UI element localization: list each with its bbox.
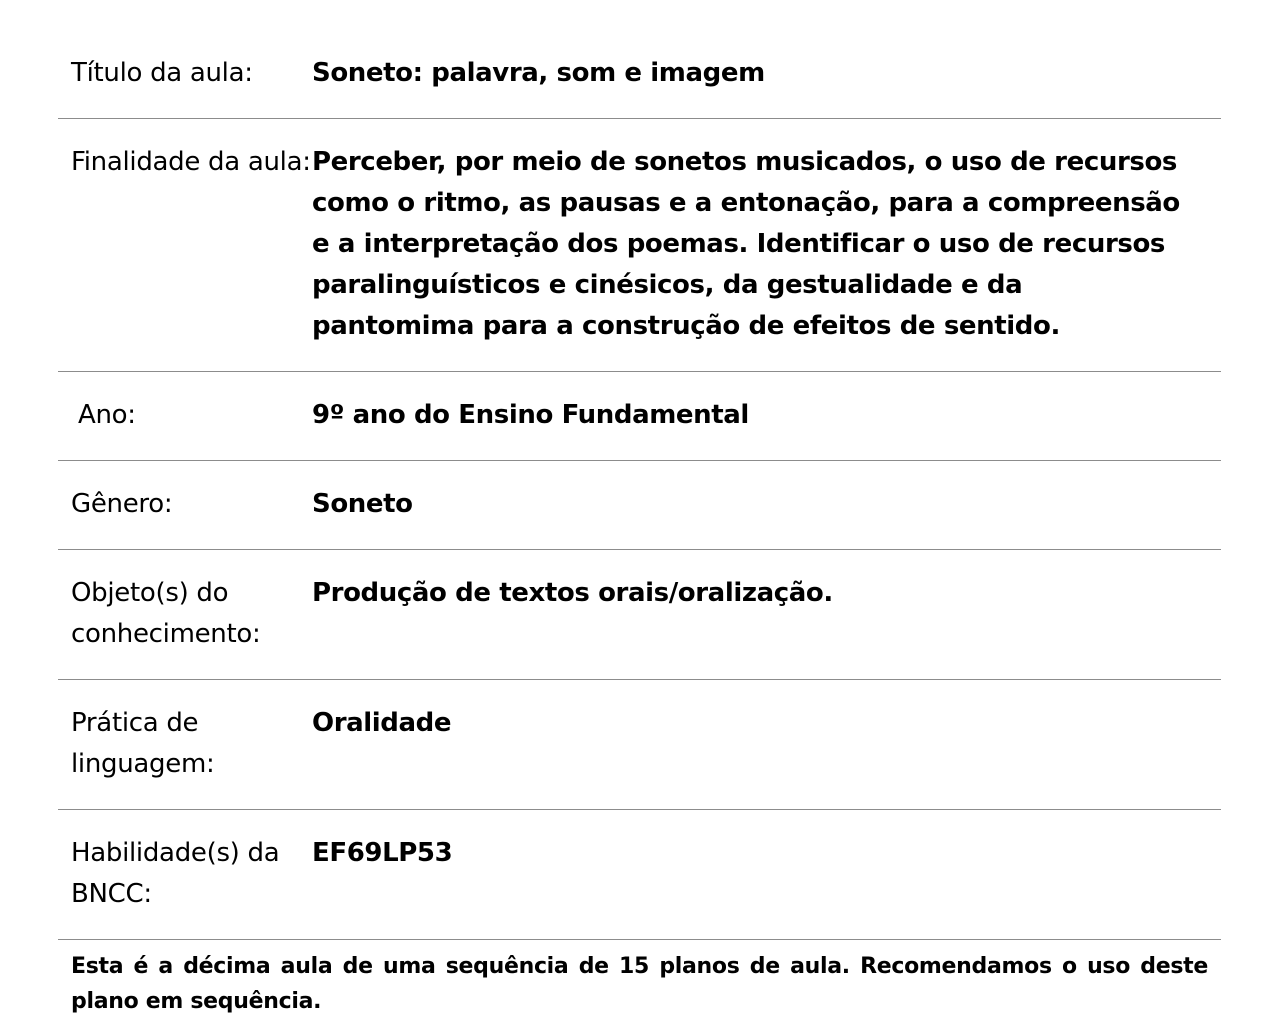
bncc-skill-label: Habilidade(s) da BNCC: [71,838,280,909]
purpose-value: Perceber, por meio de sonetos musicados, o uso de recursos como o ritmo, as pausas e a entonação, para a compreensão e a interpretação dos poemas. Identificar o uso de recursos paralinguísticos e cinésicos, da gestualidade e da pantomima para a construção de efeitos de sentido. [312,147,1180,341]
purpose-label: Finalidade da aula: [71,147,311,177]
row-knowledge-object [58,550,1221,680]
year-label: Ano: [78,400,136,430]
bncc-skill-value: EF69LP53 [312,838,453,868]
row-bncc-skill [58,810,1221,940]
lesson-plan-table [58,30,1221,1019]
genre-value: Soneto [312,489,413,519]
knowledge-object-value: Produção de textos orais/oralização. [312,578,833,608]
genre-label: Gênero: [71,489,173,519]
row-purpose [58,119,1221,372]
sequence-note: Esta é a décima aula de uma sequência de 15 planos de aula. Recomendamos o uso deste plano em sequência. [71,954,1208,1014]
row-genre [58,461,1221,550]
row-title [58,30,1221,119]
language-practice-label: Prática de linguagem: [71,708,215,779]
title-value: Soneto: palavra, som e imagem [312,58,765,88]
language-practice-value: Oralidade [312,708,452,738]
year-value: 9º ano do Ensino Fundamental [312,400,749,430]
row-year [58,372,1221,461]
knowledge-object-label: Objeto(s) do conhecimento: [71,578,261,649]
row-language-practice [58,680,1221,810]
title-label: Título da aula: [71,58,253,88]
